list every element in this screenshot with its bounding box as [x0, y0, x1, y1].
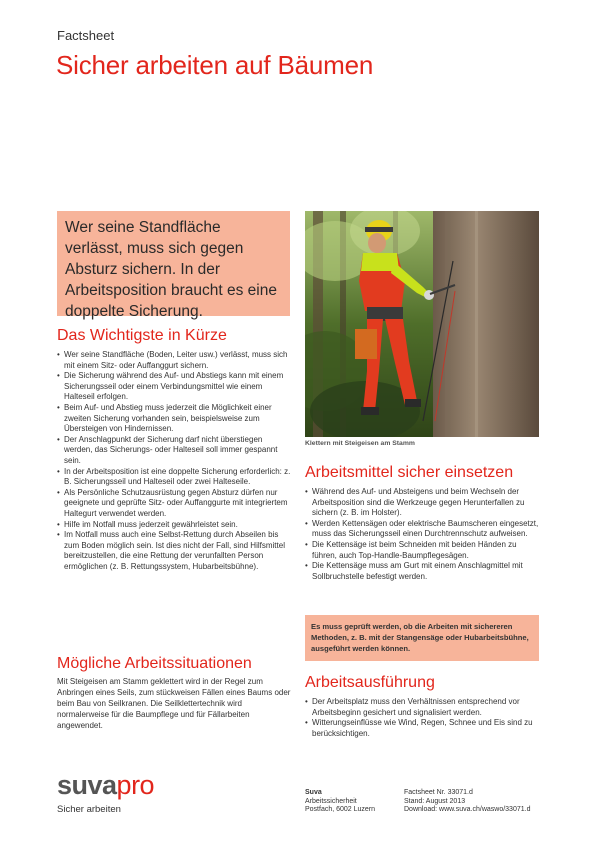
list-item: • Die Kettensäge muss am Gurt mit einem Anschlagmittel mit Sollbruchstelle befestigt werden.: [305, 561, 541, 582]
photo-caption: Klettern mit Steigeisen am Stamm: [305, 440, 415, 447]
logo-suva-text: suva: [57, 770, 117, 800]
summary-list: [57, 350, 293, 572]
document-type: Factsheet: [57, 28, 115, 43]
footer-download-link[interactable]: Download: www.suva.ch/waswo/33071.d: [404, 806, 531, 814]
footer-organization: [305, 789, 375, 815]
list-item: • Beim Auf- und Abstieg muss jederzeit die Möglichkeit einer zweiten Sicherung vorhanden sein, beispielsweise zum Übersteigen von Hindernissen.: [57, 403, 293, 435]
tools-list: [305, 487, 541, 582]
suvapro-logo: [57, 772, 154, 799]
footer-factsheet-number: Factsheet Nr. 33071.d: [404, 789, 473, 796]
section-title-execution: Arbeitsausführung: [305, 674, 435, 691]
section-title-situations: Mögliche Arbeitssituationen: [57, 655, 252, 672]
execution-list: [305, 697, 541, 739]
tree-climber-photo: [305, 211, 539, 437]
section-title-tools: Arbeitsmittel sicher einsetzen: [305, 464, 514, 481]
footer-date: Stand: August 2013: [404, 797, 466, 805]
photo-illustration: [305, 211, 539, 437]
list-item: • Witterungseinflüsse wie Wind, Regen, Schnee und Eis sind zu berücksichtigen.: [305, 718, 541, 739]
list-item: • Im Notfall muss auch eine Selbst-Rettung durch Abseilen bis zum Boden möglich sein. Ist dies nicht der Fall, sind Hilfsmittel bereitzustellen, die eine Rettung der verunfallten Person ermöglichen (z. B. Rettungssystem, Hubarbeitsbühne).: [57, 530, 293, 572]
tools-note-text: Es muss geprüft werden, ob die Arbeiten mit sichereren Methoden, z. B. mit der Stangensäge oder Hubarbeitsbühne, ausgeführt werden können.: [311, 622, 529, 653]
callout-text: Wer seine Standfläche verlässt, muss sich gegen Absturz sichern. In der Arbeitsposition braucht es eine doppelte Sicherung.: [65, 219, 277, 320]
page-title: Sicher arbeiten auf Bäumen: [56, 50, 374, 80]
footer-org-name: Suva: [305, 789, 322, 796]
footer-org-address: Postfach, 6002 Luzern: [305, 806, 376, 814]
list-item: • Der Anschlagpunkt der Sicherung darf nicht überstiegen werden, das Sicherungs- oder Halteseil soll immer gespannt sein.: [57, 435, 293, 467]
list-item: • Als Persönliche Schutzausrüstung gegen Absturz dürfen nur geeignete und geprüfte Sitz- oder Auffanggurte mit integriertem Haltegurt verwendet werden.: [57, 488, 293, 520]
logo-subtitle: Sicher arbeiten: [57, 804, 121, 815]
section-title-summary: Das Wichtigste in Kürze: [57, 327, 227, 344]
list-item: • Wer seine Standfläche (Boden, Leiter usw.) verlässt, muss sich mit einem Sitz- oder Auffanggurt sichern.: [57, 350, 293, 371]
list-item: • Die Kettensäge ist beim Schneiden mit beiden Händen zu führen, auch Top-Handle-Baumpflegesägen.: [305, 540, 541, 561]
list-item: • Hilfe im Notfall muss jederzeit gewährleistet sein.: [57, 520, 293, 531]
situations-text: Mit Steigeisen am Stamm geklettert wird in der Regel zum Anbringen eines Seils, zum stückweisen Fällen eines Baums oder beim Bau von Seilkranen. Die Seilklettertechnik wird normalerweise für die Baumpflege und für Fällarbeiten angewendet.: [57, 677, 291, 730]
list-item: • Die Sicherung während des Auf- und Abstiegs kann mit einem Sicherungsseil oder einem Verbindungsmittel wie einem Halteseil erfolgen.: [57, 371, 293, 403]
logo-pro-text: pro: [116, 770, 155, 800]
intro-callout: [57, 211, 290, 320]
list-item: • In der Arbeitsposition ist eine doppelte Sicherung erforderlich: z. B. Sicherungsseil und Halteseil oder zwei Halteseile.: [57, 467, 293, 488]
list-item: • Werden Kettensägen oder elektrische Baumscheren eingesetzt, muss das Sicherungsseil einen Durchtrennschutz aufweisen.: [305, 519, 541, 540]
footer-org-dept: Arbeitssicherheit: [305, 797, 357, 805]
list-item: • Während des Auf- und Absteigens und beim Wechseln der Arbeitsposition sind die Werkzeuge gegen Herunterfallen zu sichern (z. B. im Holster).: [305, 487, 541, 519]
tools-note-box: [305, 615, 539, 661]
list-item: • Der Arbeitsplatz muss den Verhältnissen entsprechend vor Arbeitsbeginn gesichert und signalisiert werden.: [305, 697, 541, 718]
footer-document-info: [404, 789, 530, 815]
